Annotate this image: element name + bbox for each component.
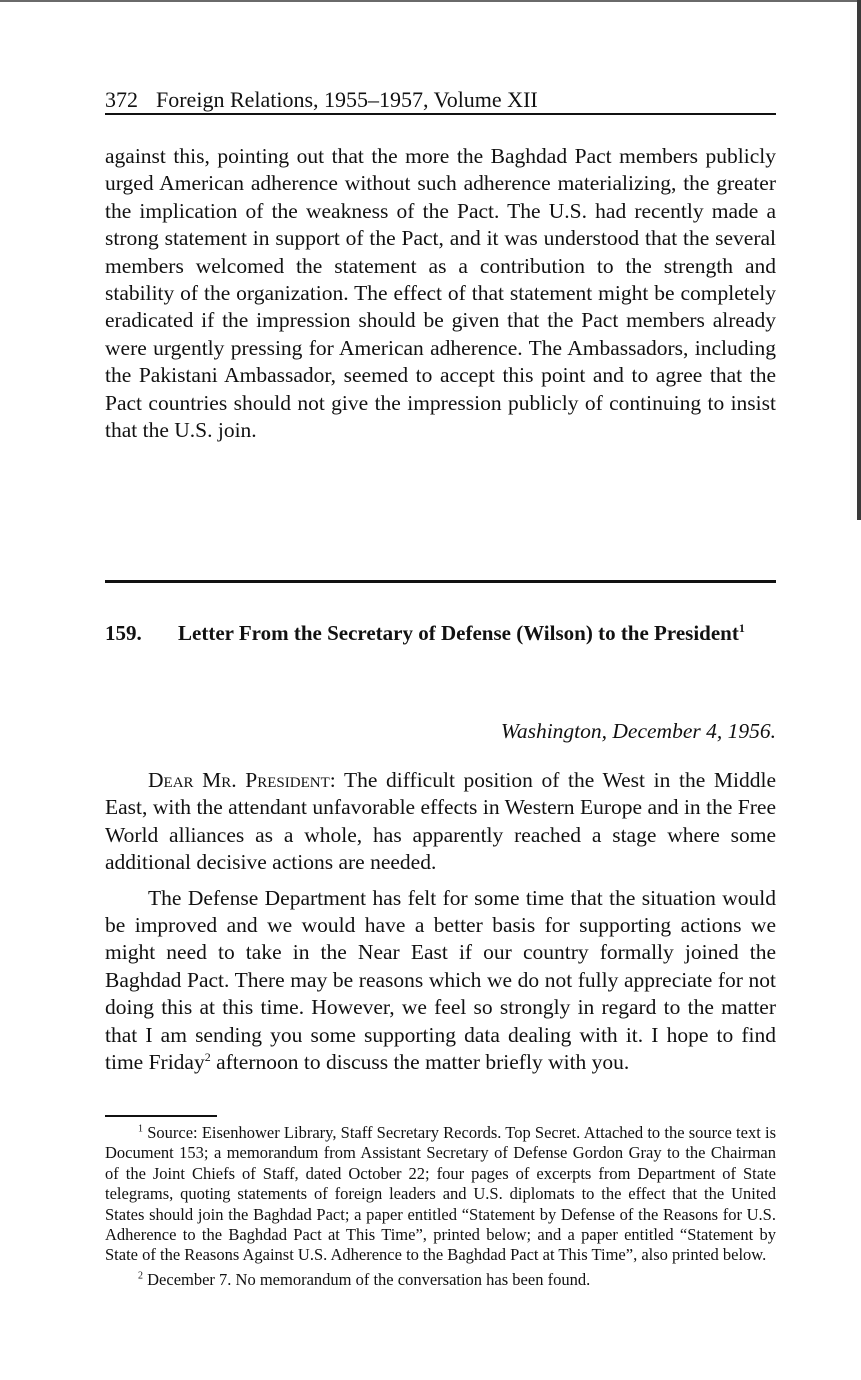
running-title: Foreign Relations, 1955–1957, Volume XII [156,87,538,112]
page-edge-top [0,0,861,2]
page-number: 372 [105,87,138,112]
footnote-2 [105,1270,776,1290]
footnote-1-text: Source: Eisenhower Library, Staff Secretary Records. Top Secret. Attached to the source text is Document 153; a memorandum from Assistant Secretary of Defense Gordon Gray to the Chairman of the Joint Chiefs of Staff, dated October 22; four pages of excerpts from Department of State telegrams, quoting statements of foreign leaders and U.S. diplomats to the effect that the United States should join the Baghdad Pact; a paper entitled “Statement by Defense of the Reasons for U.S. Adherence to the Baghdad Pact at This Time”, printed below; and a paper entitled “Statement by State of the Reasons Against U.S. Adherence to the Baghdad Pact at This Time”, also printed below. [105,1123,776,1265]
footnote-2-marker: 2 [138,1270,143,1282]
continuation-paragraph: against this, pointing out that the more the Baghdad Pact members publicly urged American adherence without such adherence materializing, the greater the implication of the weakness of the Pact. The U.S. had recently made a strong statement in support of the Pact, and it was understood that the several members welcomed the statement as a contribution to the strength and stability of the organization. The effect of that statement might be completely eradicated if the impression should be given that the Pact members already were urgently pressing for American adherence. The Ambassadors, including the Pakistani Ambassador, seemed to accept this point and to agree that the Pact countries should not give the impression publicly of continuing to insist that the U.S. join. [105,144,776,443]
document-heading [105,620,776,647]
footnote-ref-1: 1 [738,621,745,635]
footnote-rule [105,1115,217,1117]
paragraph-2-text-a: The Defense Department has felt for some time that the situation would be improved and we would have a better basis for supporting actions we might need to take in the Near East if our country formally joined the Baghdad Pact. There may be reasons which we do not fully appreciate for not doing this at this time. However, we feel so strongly in regard to the matter that I am sending you some supporting data dealing with it. I hope to find time Friday [105,885,776,1075]
footnote-1-marker: 1 [138,1123,143,1135]
footnote-ref-2: 2 [204,1049,211,1064]
footnote-2-text: December 7. No memorandum of the conversation has been found. [143,1269,591,1289]
footnotes [105,1123,776,1294]
running-head [105,86,776,114]
continuation-text [105,143,776,444]
letter-paragraph-1 [105,767,776,877]
page-edge-right [857,0,861,520]
document-title: Letter From the Secretary of Defense (Wilson) to the President [178,621,739,645]
letter-paragraph-2 [105,885,776,1077]
footnote-1 [105,1123,776,1266]
paragraph-1-text: The difficult position of the West in the Middle East, with the attendant unfavorable effects in Western Europe and in the Free World alliances as a whole, has apparently reached a stage where some additional decisive actions are needed. [105,768,776,875]
header-rule [105,113,776,115]
document-title-block [178,620,776,647]
section-divider [105,580,776,583]
letter-body [105,767,776,1084]
document-number: 159. [105,621,142,645]
salutation: Dear Mr. President: [148,768,336,792]
dateline: Washington, December 4, 1956. [500,719,776,743]
paragraph-2-text-b: afternoon to discuss the matter briefly with you. [210,1050,630,1075]
